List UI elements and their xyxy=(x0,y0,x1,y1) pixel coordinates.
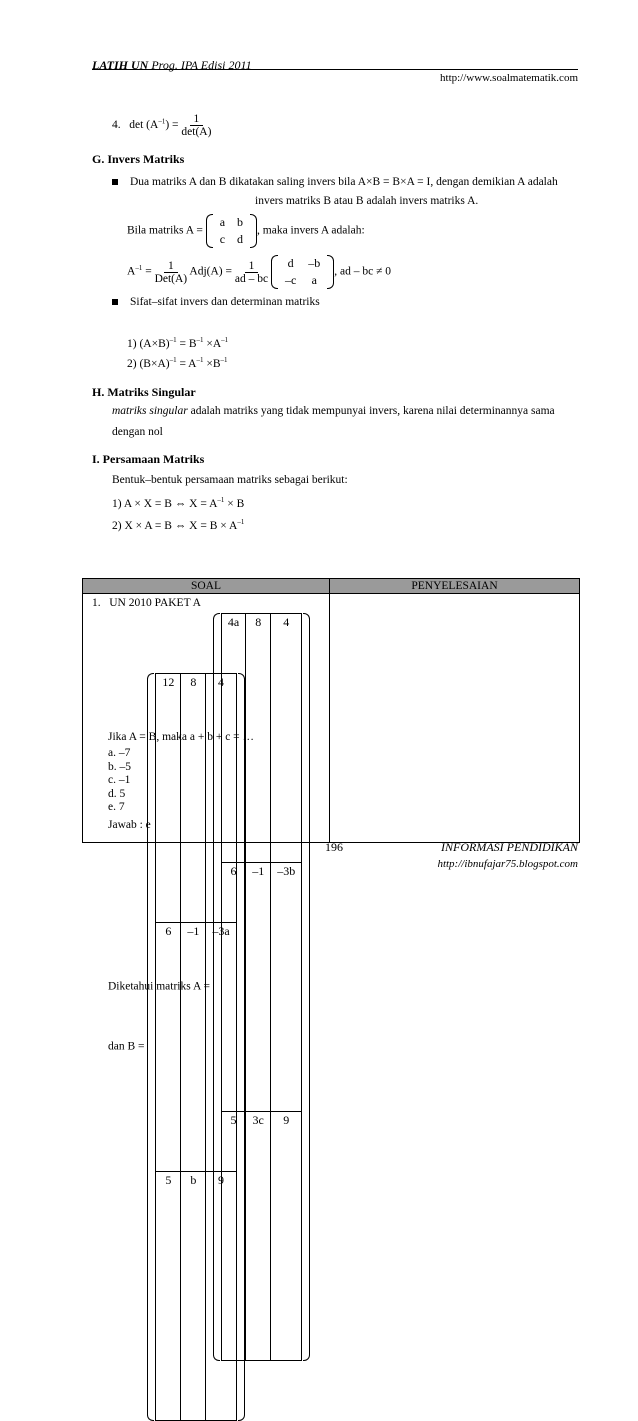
eq1-b: × B xyxy=(224,497,245,510)
bullet1-text: Dua matriks A dan B dikatakan saling invers bila A×B = B×A = I, dengan demikian A adalah xyxy=(130,176,558,188)
prop2-sup: –1 xyxy=(169,356,177,364)
header-rule xyxy=(92,69,578,70)
penyelesaian-cell xyxy=(330,594,580,843)
inv-sup: –1 xyxy=(135,263,143,272)
option-b: b. –5 xyxy=(108,760,131,773)
prop2-sup3: –1 xyxy=(220,356,228,364)
qA-cell: 4 xyxy=(271,614,302,863)
section-h-text xyxy=(112,405,580,417)
frac2-den: ad – bc xyxy=(234,272,269,285)
option-d: d. 5 xyxy=(108,787,126,800)
section-h-title: H. Matriks Singular xyxy=(92,385,196,399)
matA-cell: b xyxy=(237,215,244,229)
eq2-a: 2) X × A = B ⇔ X = B × A xyxy=(112,519,238,532)
qB-cell: 9 xyxy=(206,1172,236,1421)
question-text: Jika A = B, maka a + b + c = … xyxy=(108,731,255,743)
footer-url[interactable]: http://ibnufajar75.blogspot.com xyxy=(437,858,578,870)
options-list xyxy=(108,747,131,815)
singular-term: matriks singular xyxy=(112,405,188,417)
matAdj-cell: d xyxy=(287,256,294,270)
inverse-formula xyxy=(127,255,391,289)
danB-text: dan B = xyxy=(108,1040,145,1053)
answer: Jawab : e xyxy=(108,819,151,831)
qA-cell: 6 xyxy=(221,863,245,1112)
eq1-sup: –1 xyxy=(217,496,225,504)
frac2-num: 1 xyxy=(245,260,259,273)
col-soal-header: SOAL xyxy=(83,579,330,594)
footer-info: INFORMASI PENDIDIKAN xyxy=(441,840,578,854)
qA-cell: –1 xyxy=(246,863,271,1112)
prop1-sup: –1 xyxy=(169,336,177,344)
page-number: 196 xyxy=(325,840,343,854)
inv-frac2 xyxy=(235,260,268,285)
prop1-sup3: –1 xyxy=(221,336,229,344)
section-g-bullet1 xyxy=(112,176,582,188)
bullet-icon xyxy=(112,179,118,185)
matAdj-cell: –c xyxy=(284,273,297,287)
item4-den: det(A) xyxy=(181,126,212,138)
qB-cell: 8 xyxy=(181,674,206,923)
bullet2-text: Sifat–sifat invers dan determinan matriks xyxy=(130,296,320,308)
qB-cell: 5 xyxy=(156,1172,181,1421)
section-h-text2: dengan nol xyxy=(112,426,163,438)
prop2-sup2: –1 xyxy=(196,356,204,364)
frac1-num: 1 xyxy=(164,260,178,273)
bila-line xyxy=(127,214,365,248)
item4-fraction xyxy=(181,113,211,138)
qB-cell: –1 xyxy=(181,923,206,1172)
inv-eq: = xyxy=(145,265,152,278)
question-header xyxy=(92,597,201,609)
qB-cell: 6 xyxy=(156,923,181,1172)
section-g-title: G. Invers Matriks xyxy=(92,152,185,166)
question-matrix-b xyxy=(147,673,244,1421)
option-c: c. –1 xyxy=(108,774,131,786)
header-title-bold: LATIH UN xyxy=(92,58,149,72)
prop2-a: 2) (B×A) xyxy=(127,357,170,370)
qB-cell: b xyxy=(181,1172,206,1421)
prop2-c: ×B xyxy=(203,357,221,370)
header-title xyxy=(92,58,252,73)
section-i-eq1 xyxy=(112,496,244,510)
soal-cell xyxy=(83,594,330,1187)
qB-cell: 12 xyxy=(156,674,181,923)
inv-cond: , ad – bc ≠ 0 xyxy=(334,265,392,278)
option-a: a. –7 xyxy=(108,747,131,759)
matAdj-cell: a xyxy=(311,273,317,287)
qA-cell: 3c xyxy=(246,1112,271,1361)
inv-lhs: A xyxy=(127,265,136,278)
bullet-icon xyxy=(112,299,118,305)
item4-sup: –1 xyxy=(158,117,166,126)
qB-cell: 4 xyxy=(206,674,236,923)
matA-cell: c xyxy=(219,232,226,246)
section-g-bullet1-cont: invers matriks B atau B adalah invers matriks A. xyxy=(255,195,479,207)
header-title-rest: Prog. IPA Edisi 2011 xyxy=(151,58,252,72)
prop1-b: = B xyxy=(176,337,197,350)
eq1-a: 1) A × X = B ⇔ X = A xyxy=(112,497,218,510)
header-url[interactable]: http://www.soalmatematik.com xyxy=(440,72,578,84)
qA-cell: –3b xyxy=(271,863,302,1112)
prop2 xyxy=(127,356,228,370)
section-g-bullet2 xyxy=(112,296,320,308)
prop2-b: = A xyxy=(176,357,197,370)
matrix-a xyxy=(206,214,257,248)
col-penyelesaian-header: PENYELESAIAN xyxy=(330,579,580,594)
qA-cell: 4a xyxy=(221,614,245,863)
item4-lhs: det (A xyxy=(129,119,159,132)
diket-text: Diketahui matriks A = xyxy=(108,980,210,993)
item4-label: 4. xyxy=(112,119,121,132)
section-h-text1: adalah matriks yang tidak mempunyai invers, karena nilai determinannya sama xyxy=(187,405,555,417)
item4-num: 1 xyxy=(190,113,204,126)
option-e: e. 7 xyxy=(108,801,125,813)
adj-text: Adj(A) = xyxy=(189,265,232,278)
eq2-sup: –1 xyxy=(237,518,245,526)
prop1-c: ×A xyxy=(203,337,222,350)
matAdj-cell: –b xyxy=(308,256,321,270)
item4 xyxy=(112,113,211,138)
qB-cell: –3a xyxy=(206,923,236,1172)
section-i-intro: Bentuk–bentuk persamaan matriks sebagai berikut: xyxy=(112,474,348,486)
prop1 xyxy=(127,336,228,350)
matrix-adj xyxy=(271,255,334,289)
qA-cell: 9 xyxy=(271,1112,302,1361)
section-i-title: I. Persamaan Matriks xyxy=(92,452,205,466)
question-title: UN 2010 PAKET A xyxy=(109,597,201,609)
item4-lhs-end: ) = xyxy=(165,119,179,132)
section-i-eq2 xyxy=(112,518,244,532)
matA-cell: a xyxy=(219,215,226,229)
qA-cell: 5 xyxy=(221,1112,245,1361)
prop1-a: 1) (A×B) xyxy=(127,337,170,350)
bila-pre: Bila matriks A = xyxy=(127,224,203,237)
prop1-sup2: –1 xyxy=(196,336,204,344)
bila-post: , maka invers A adalah: xyxy=(257,224,365,237)
frac1-den: Det(A) xyxy=(154,272,188,285)
question-number: 1. xyxy=(92,597,101,609)
matA-cell: d xyxy=(237,232,244,246)
qA-cell: 8 xyxy=(246,614,271,863)
inv-frac1 xyxy=(155,260,188,285)
